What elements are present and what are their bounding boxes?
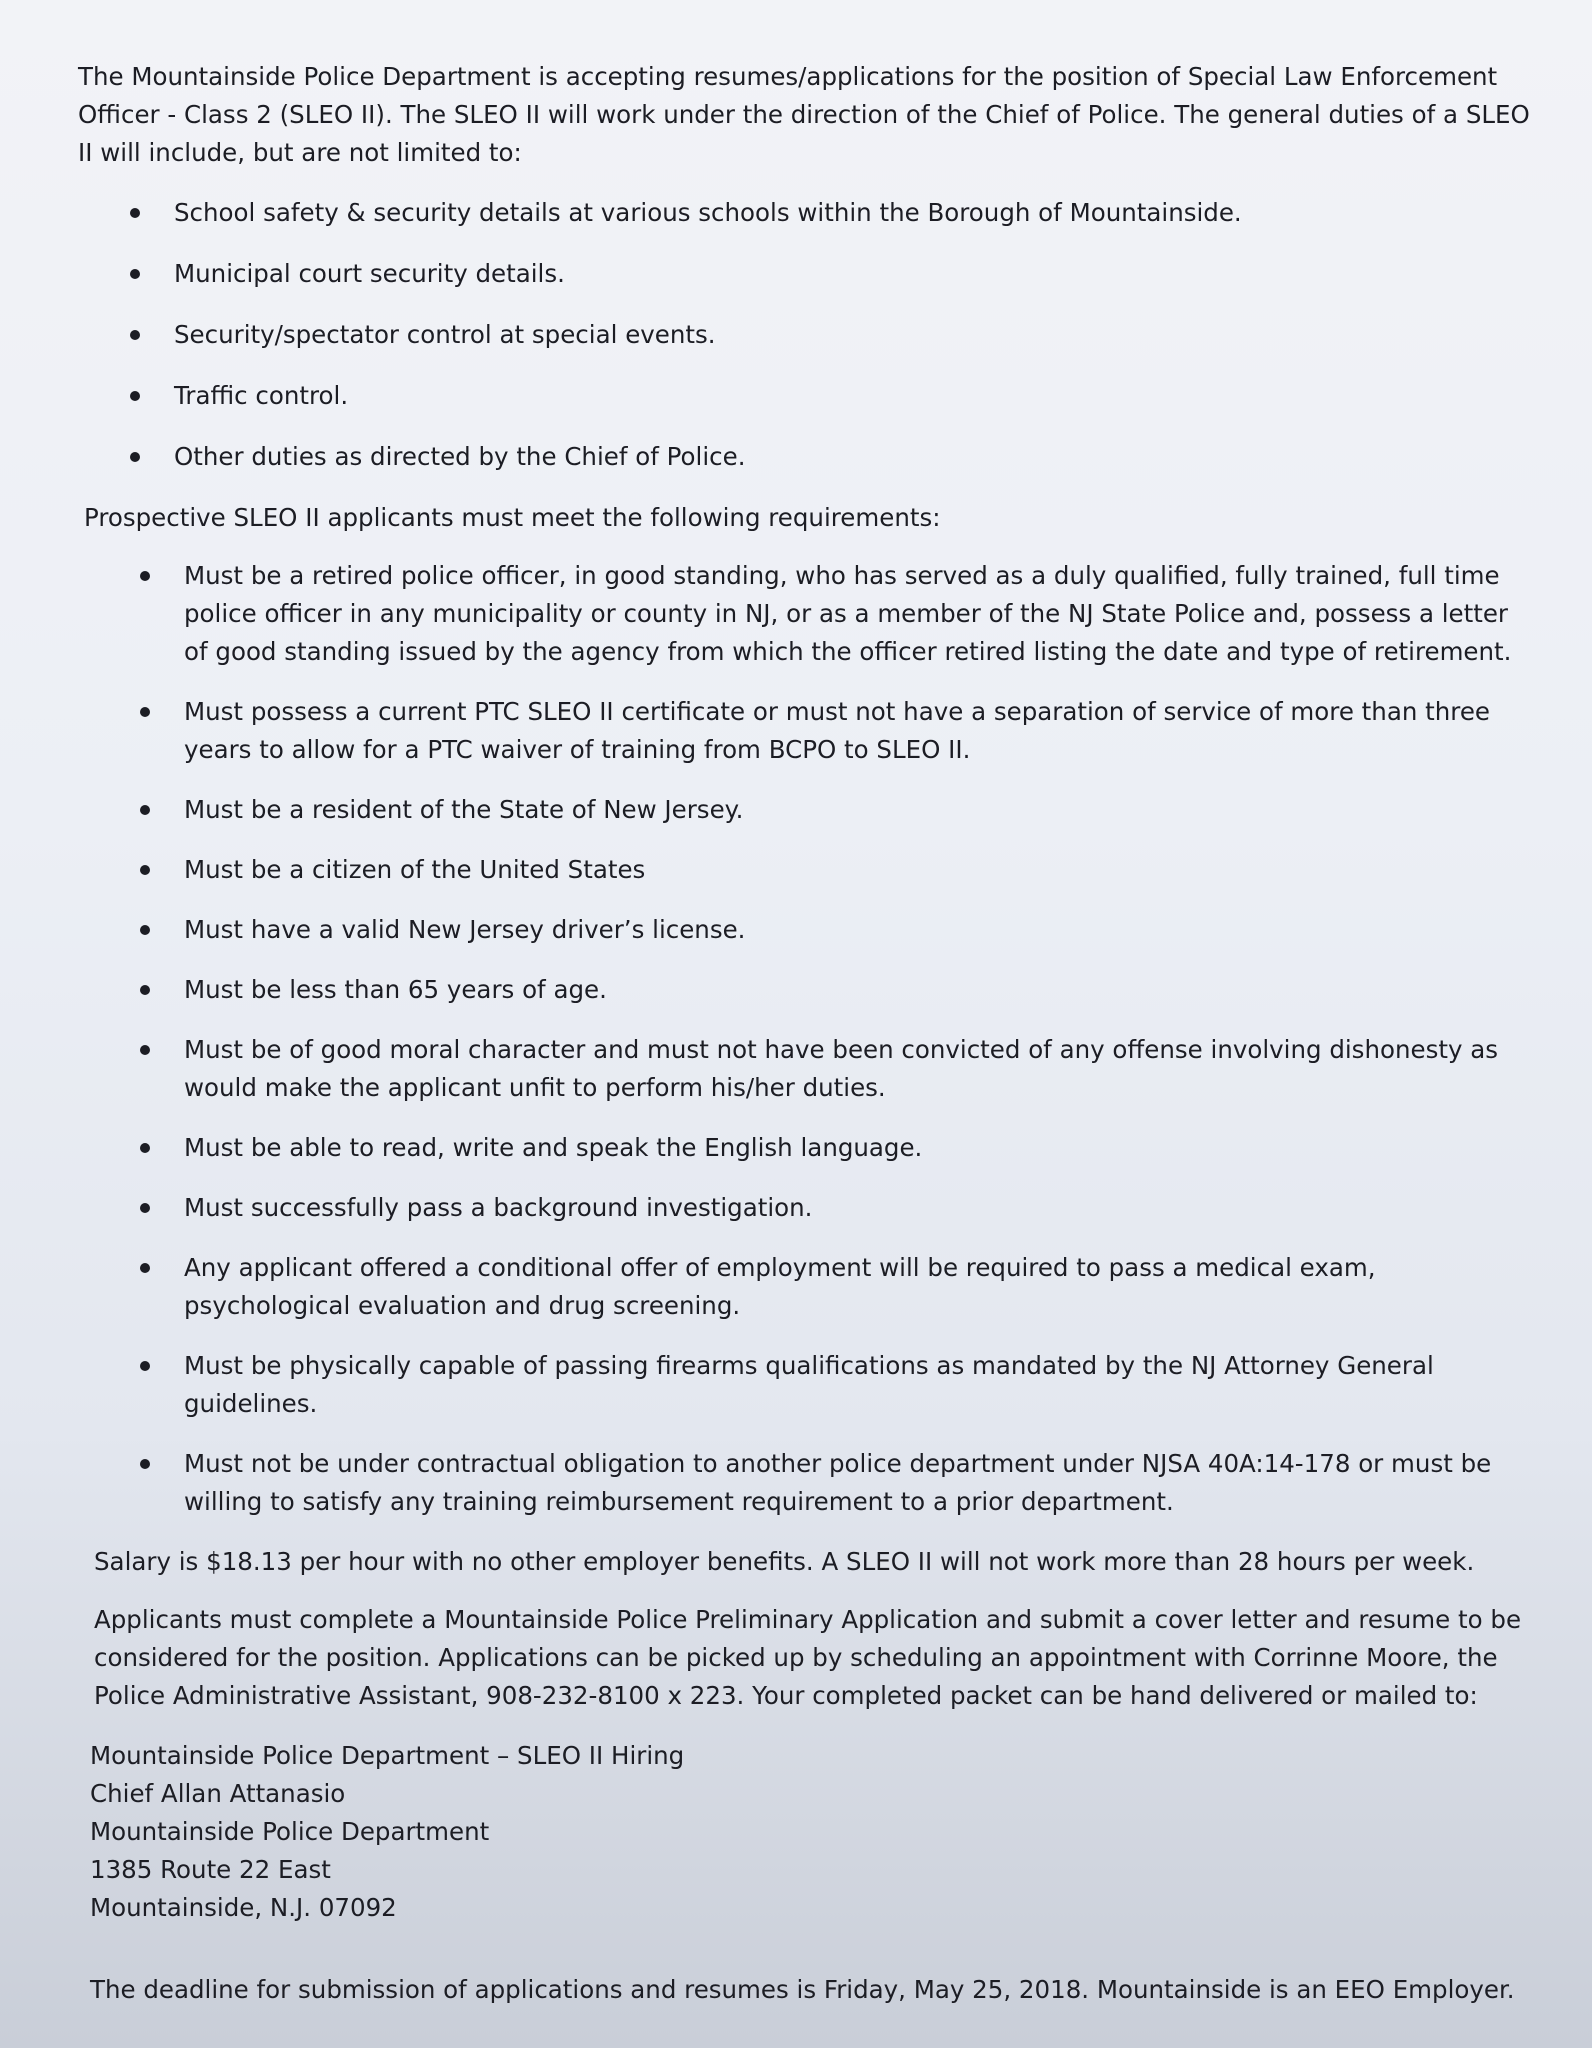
requirements-list <box>140 557 1532 1521</box>
bullet-icon <box>140 865 150 875</box>
requirement-item <box>140 851 1532 889</box>
requirement-text: Must be a citizen of the United States <box>184 855 646 884</box>
duty-item <box>130 377 1532 415</box>
requirements-intro: Prospective SLEO II applicants must meet the following requirements: <box>84 503 941 532</box>
instructions-paragraph: Applicants must complete a Mountainside Police Preliminary Application and submit a cover letter and resume to be considered for the position. Applications can be picked up by scheduling an appointment with Corrinne Moore, the Police Administrative Assistant, 908-232-8100 x 223. Your completed packet can be hand delivered or mailed to: <box>94 1605 1522 1710</box>
deadline-paragraph: The deadline for submission of applications and resumes is Friday, May 25, 2018. Mountainside is an EEO Employer. <box>90 1975 1515 2004</box>
requirement-text: Must be of good moral character and must not have been convicted of any offense involving dishonesty as would make the applicant unfit to perform his/her duties. <box>184 1035 1499 1102</box>
intro-paragraph: The Mountainside Police Department is accepting resumes/applications for the position of Special Law Enforcement Officer - Class 2 (SLEO II). The SLEO II will work under the direction of the Chief of Police. The general duties of a SLEO II will include, but are not limited to: <box>78 62 1530 167</box>
duty-text: Municipal court security details. <box>174 259 565 288</box>
bullet-icon <box>140 925 150 935</box>
requirement-text: Must not be under contractual obligation to another police department under NJSA 40A:14-178 or must be willing to satisfy any training reimbursement requirement to a prior department. <box>184 1449 1492 1516</box>
address-line: Chief Allan Attanasio <box>90 1779 346 1808</box>
address-line: 1385 Route 22 East <box>90 1855 331 1884</box>
duty-text: Other duties as directed by the Chief of Police. <box>174 442 746 471</box>
bullet-icon <box>140 707 150 717</box>
address-line: Mountainside, N.J. 07092 <box>90 1893 397 1922</box>
mailing-address <box>90 1737 1532 1927</box>
requirement-item <box>140 693 1532 769</box>
requirement-item <box>140 1189 1532 1227</box>
bullet-icon <box>140 1203 150 1213</box>
bullet-icon <box>130 269 140 279</box>
bullet-icon <box>140 1459 150 1469</box>
requirement-text: Must be a retired police officer, in good standing, who has served as a duly qualified, fully trained, full time police officer in any municipality or county in NJ, or as a member of the NJ State Police and, possess a letter of good standing issued by the agency from which the officer retired listing the date and type of retirement. <box>184 561 1512 666</box>
requirement-text: Must successfully pass a background investigation. <box>184 1193 813 1222</box>
requirement-text: Must be physically capable of passing firearms qualifications as mandated by the NJ Attorney General guidelines. <box>184 1351 1434 1418</box>
bullet-icon <box>140 571 150 581</box>
requirement-text: Must be less than 65 years of age. <box>184 975 607 1004</box>
bullet-icon <box>140 1143 150 1153</box>
bullet-icon <box>130 452 140 462</box>
requirement-item <box>140 1129 1532 1167</box>
duty-text: Traffic control. <box>174 381 349 410</box>
bullet-icon <box>140 1263 150 1273</box>
requirement-item <box>140 1031 1532 1107</box>
requirement-text: Must be a resident of the State of New Jersey. <box>184 795 744 824</box>
requirement-item <box>140 1445 1532 1521</box>
requirement-text: Must have a valid New Jersey driver’s license. <box>184 915 746 944</box>
bullet-icon <box>140 985 150 995</box>
requirement-item <box>140 791 1532 829</box>
address-line: Mountainside Police Department <box>90 1817 490 1846</box>
duty-text: School safety & security details at various schools within the Borough of Mountainside. <box>174 198 1242 227</box>
requirement-item <box>140 1249 1532 1325</box>
duties-list <box>130 194 1532 476</box>
requirement-text: Must be able to read, write and speak the English language. <box>184 1133 923 1162</box>
duty-item <box>130 316 1532 354</box>
requirement-text: Must possess a current PTC SLEO II certificate or must not have a separation of service of more than three years to allow for a PTC waiver of training from BCPO to SLEO II. <box>184 697 1490 764</box>
duty-item <box>130 194 1532 232</box>
requirement-text: Any applicant offered a conditional offer of employment will be required to pass a medical exam, psychological evaluation and drug screening. <box>184 1253 1376 1320</box>
bullet-icon <box>140 1361 150 1371</box>
bullet-icon <box>140 1045 150 1055</box>
requirement-item <box>140 911 1532 949</box>
duty-text: Security/spectator control at special events. <box>174 320 716 349</box>
bullet-icon <box>140 805 150 815</box>
duty-item <box>130 438 1532 476</box>
bullet-icon <box>130 208 140 218</box>
duty-item <box>130 255 1532 293</box>
salary-paragraph: Salary is $18.13 per hour with no other employer benefits. A SLEO II will not work more than 28 hours per week. <box>94 1547 1475 1576</box>
bullet-icon <box>130 330 140 340</box>
bullet-icon <box>130 391 140 401</box>
requirement-item <box>140 1347 1532 1423</box>
requirement-item <box>140 971 1532 1009</box>
address-line: Mountainside Police Department – SLEO II Hiring <box>90 1741 685 1770</box>
requirement-item <box>140 557 1532 671</box>
